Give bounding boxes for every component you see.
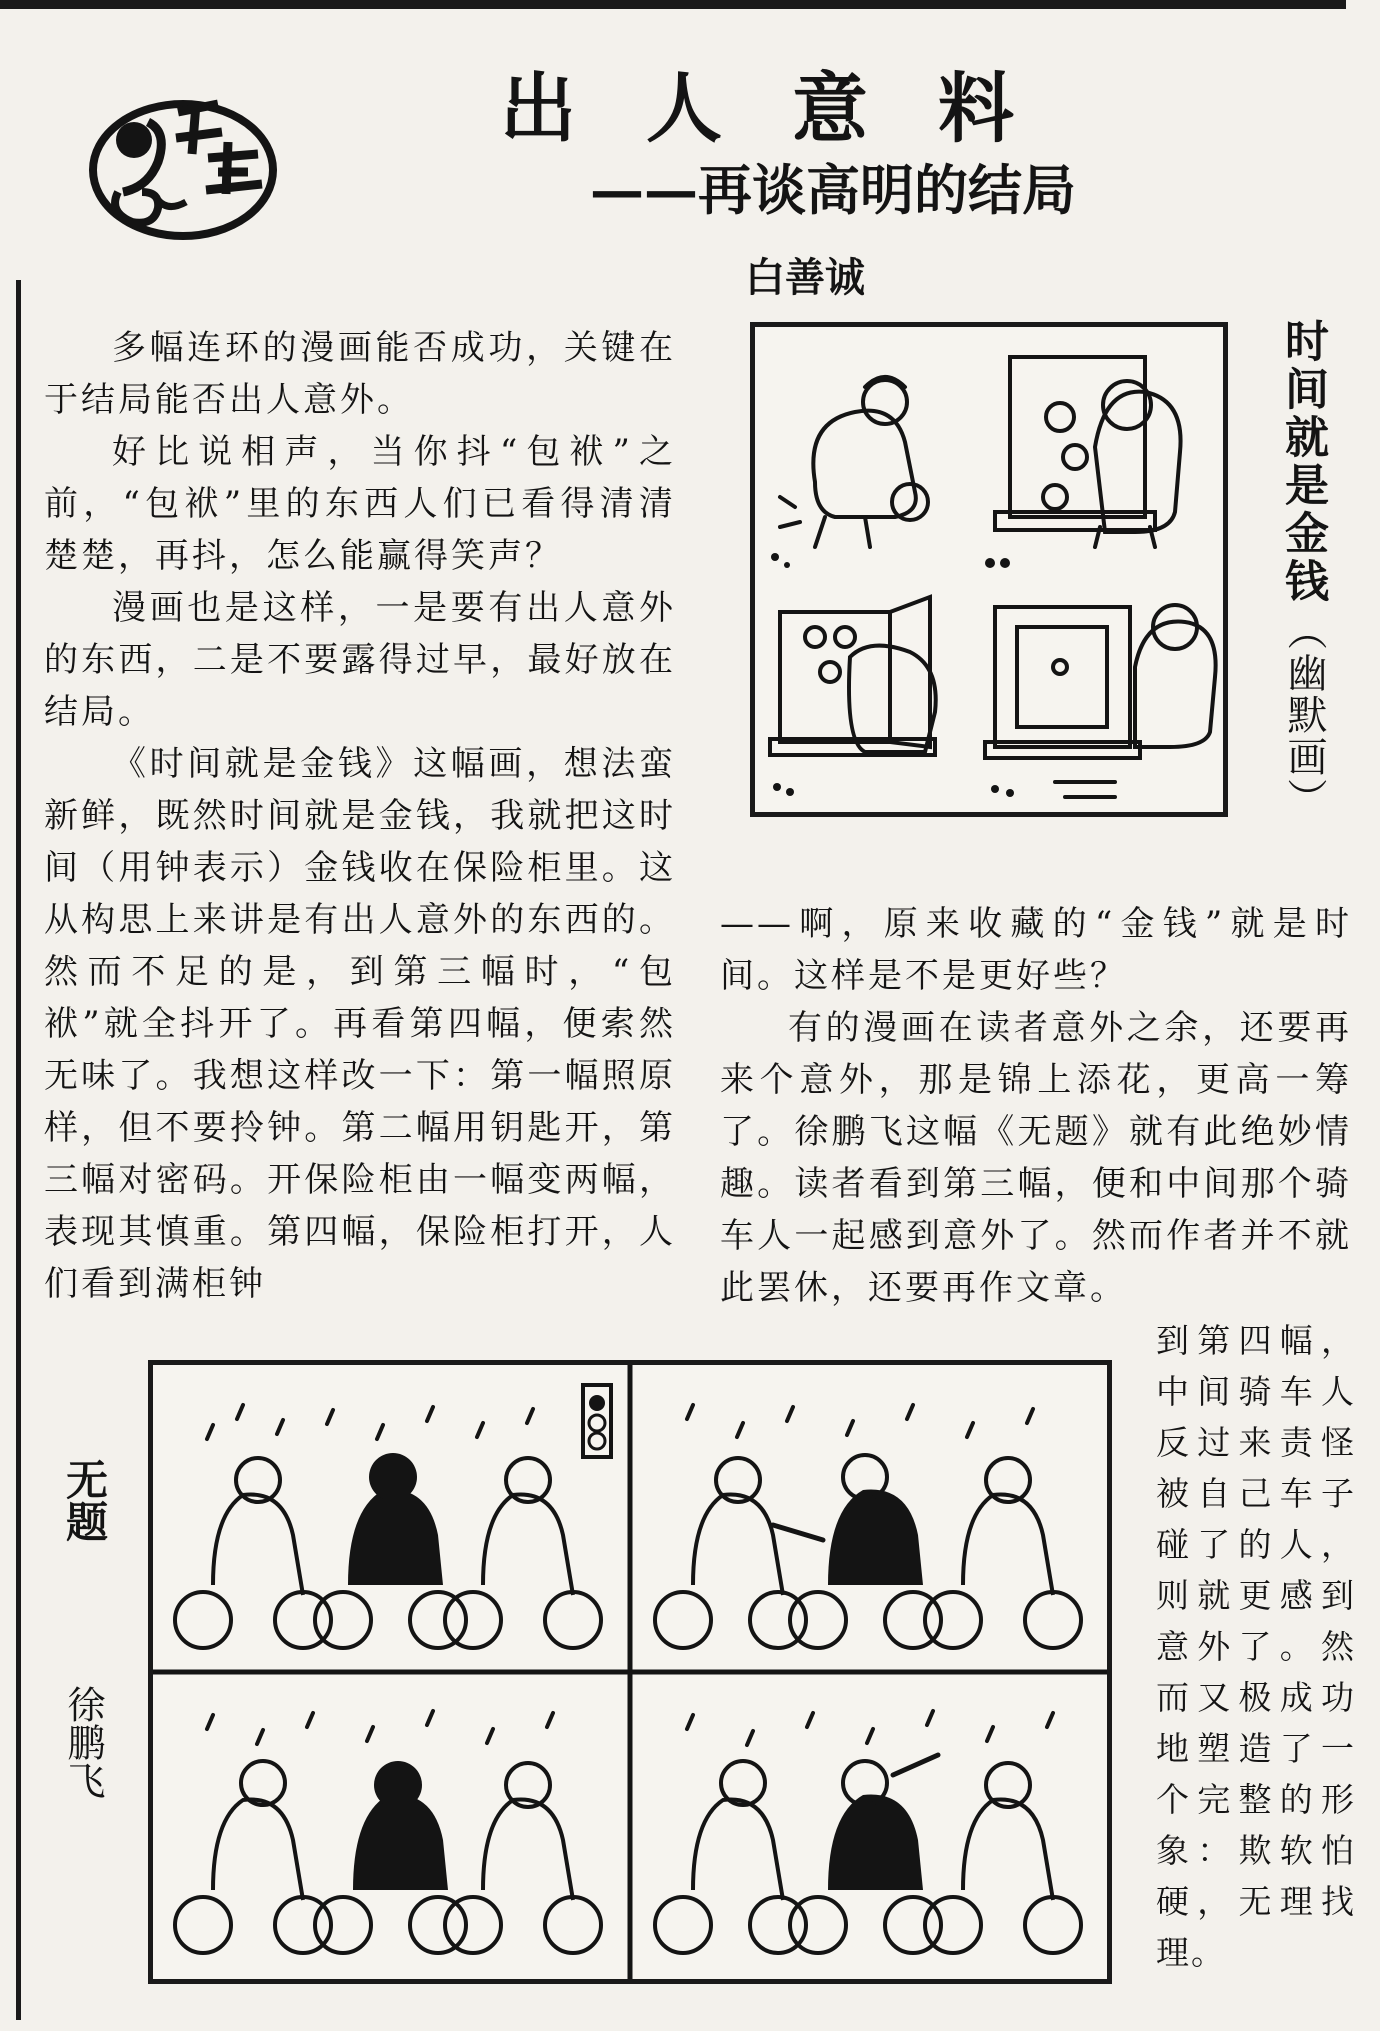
- comic-untitled-drawing: [153, 1365, 1107, 1979]
- paragraph: 到第四幅，中间骑车人反过来责怪被自己车子碰了的人，则就更感到意外了。然而又极成功地塑造了一个完整的形象：欺软怕硬，无理找理。: [1156, 1321, 1356, 1972]
- paragraph: 有的漫画在读者意外之余，还要再来个意外，那是锦上添花，更高一筹了。徐鹏飞这幅《无题》就有此绝妙情趣。读者看到第三幅，便和中间那个骑车人一起感到意外了。然而作者并不就此罢休，还要再作文章。: [720, 1008, 1352, 1308]
- article-right-column: [720, 898, 1352, 1314]
- paragraph: 漫画也是这样，一是要有出人意外的东西，二是不要露得过早，最好放在结局。: [44, 588, 676, 732]
- article-left-column: [44, 322, 676, 1310]
- comic-untitled: [148, 1360, 1112, 1984]
- comic-time-is-money: [750, 322, 1228, 817]
- article-narrow-column: [1156, 1315, 1356, 1978]
- comic-time-is-money-drawing: [755, 327, 1223, 812]
- page-title: 出人意料: [500, 64, 1084, 153]
- left-rule: [16, 280, 21, 2020]
- page-subtitle: ——再谈高明的结局: [590, 158, 1076, 222]
- author-byline: 白善诚: [745, 254, 865, 301]
- paragraph: 多幅连环的漫画能否成功，关键在于结局能否出人意外。: [44, 328, 676, 420]
- top-rule: [0, 0, 1346, 9]
- comic-untitled-author: 徐鹏飞: [61, 1685, 105, 1799]
- paragraph: ——啊，原来收藏的“金钱”就是时间。这样是不是更好些？: [720, 904, 1352, 996]
- comic-untitled-title: 无题: [60, 1458, 109, 1542]
- column-logo-seal: [78, 82, 293, 250]
- paragraph: 好比说相声，当你抖“包袱”之前，“包袱”里的东西人们已看得清清楚楚，再抖，怎么能赢得笑声？: [44, 432, 676, 576]
- comic-time-is-money-title: 时间就是金钱: [1277, 318, 1328, 606]
- column-logo: [78, 82, 293, 250]
- comic-time-is-money-subtitle: （幽默画）: [1281, 610, 1327, 820]
- paragraph: 《时间就是金钱》这幅画，想法蛮新鲜，既然时间就是金钱，我就把这时间（用钟表示）金钱收在保险柜里。这从构思上来讲是有出人意外的东西的。然而不足的是，到第三幅时，“包袱”就全抖开了。再看第四幅，便索然无味了。我想这样改一下：第一幅照原样，但不要拎钟。第二幅用钥匙开，第三幅对密码。开保险柜由一幅变两幅，表现其慎重。第四幅，保险柜打开，人们看到满柜钟: [44, 744, 676, 1304]
